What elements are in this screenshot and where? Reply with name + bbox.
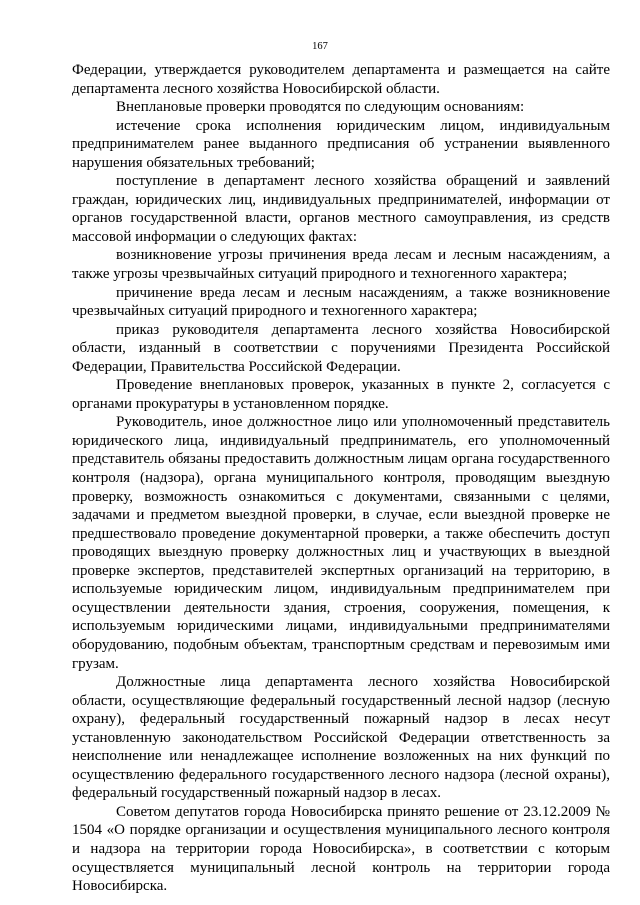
paragraph-fact-harm: причинение вреда лесам и лесным насаждениям, а также возникновение чрезвычайных ситуаций природного и техногенного характера;	[72, 284, 610, 320]
paragraph-fact-threat: возникновение угрозы причинения вреда лесам и лесным насаждениям, а также угрозы чрезвычайных ситуаций природного и техногенного характера;	[72, 247, 610, 283]
paragraph-unplanned-inspections-intro: Внеплановые проверки проводятся по следующим основаниям:	[116, 99, 525, 116]
paragraph-ground-order: приказ руководителя департамента лесного хозяйства Новосибирской области, изданный в соответствии с поручениями Президента Российской Федерации, Правительства Российской Федерации.	[72, 321, 610, 375]
paragraph-prosecutor-approval: Проведение внеплановых проверок, указанных в пункте 2, согласуется с органами прокуратуры в установленном порядке.	[72, 377, 610, 412]
paragraph-continuation: Федерации, утверждается руководителем департамента и размещается на сайте департамента лесного хозяйства Новосибирской области.	[72, 62, 610, 97]
page-number: 167	[312, 41, 328, 52]
paragraph-council-decision: Советом депутатов города Новосибирска принято решение от 23.12.2009 № 1504 «О порядке организации и осуществления муниципального лесного контроля и надзора на территории города Новосибирска», в соответствии с которым осуществляется муниципальный лесной контроль на территории города Новосибирска.	[72, 803, 610, 895]
paragraph-officials-responsibility: Должностные лица департамента лесного хозяйства Новосибирской области, осуществляющие федеральный государственный лесной надзор (лесную охрану), федеральный государственный пожарный надзор в лесах несут установленную законодательством Российской Федерации ответственность за неисполнение или ненадлежащее исполнение возложенных на них функций по осуществлению федерального государственного лесного надзора (лесной охраны), федеральный государственный пожарный надзор в лесах.	[72, 674, 610, 802]
paragraph-access-obligations: Руководитель, иное должностное лицо или уполномоченный представитель юридического лица, индивидуальный предприниматель, его уполномоченный представитель обязаны предоставить должностным лицам органа государственного контроля (надзора), органа муниципального контроля, проводящим выездную проверку, возможность ознакомиться с документами, связанными с целями, задачами и предметом выездной проверки, в случае, если выездной проверке не предшествовало проведение документарной проверки, а также обеспечить доступ проводящих выездную проверку должностных лиц и участвующих в выездной проверке экспертов, представителей экспертных организаций на территорию, в используемые юридическим лицом, индивидуальным предпринимателем при осуществлении деятельности здания, строения, сооружения, помещения, к используемым юридическими лицами, индивидуальными предпринимателями оборудованию, подобным объектам, транспортным средствам и перевозимым ими грузам.	[72, 414, 610, 672]
paragraph-ground-order-expiry: истечение срока исполнения юридическим лицом, индивидуальным предпринимателем ранее выданного предписания об устранении выявленного нарушения обязательных требований;	[72, 117, 610, 171]
page-body	[72, 61, 610, 896]
paragraph-ground-complaints: поступление в департамент лесного хозяйства обращений и заявлений граждан, юридических лиц, индивидуальных предпринимателей, информации от органов государственной власти, органов местного самоуправления, из средств массовой информации о следующих фактах:	[72, 173, 610, 245]
